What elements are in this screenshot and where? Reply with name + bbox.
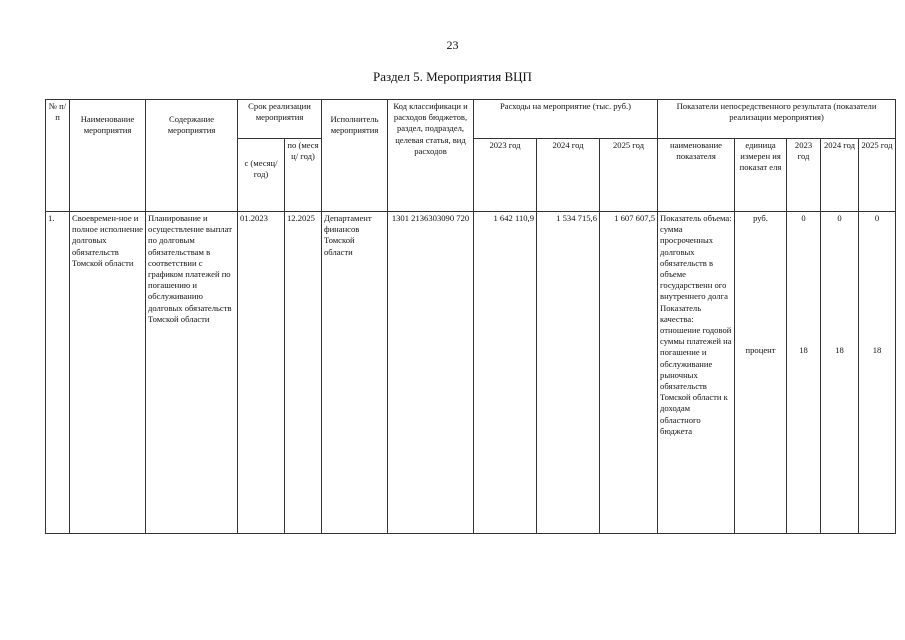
indicator-name-1: Показатель объема: сумма просроченных долговых обязательств в объеме государственн ого внутреннего долга — [660, 213, 732, 302]
header-content: Содержание мероприятия — [146, 100, 238, 212]
header-term-to: по (меся ц/ год) — [285, 139, 322, 212]
measures-table — [45, 99, 896, 534]
header-exp-2023: 2023 год — [474, 139, 537, 212]
indicator-2-2023: 18 — [799, 345, 808, 356]
indicator-1-2025: 0 — [874, 213, 880, 223]
indicator-name-2: Показатель качества: отношение годовой суммы платежей на погашение и обслуживание рыночных обязательств Томской области к доходам областного бюджета — [660, 302, 732, 436]
indicator-unit-2: процент — [745, 345, 776, 356]
row-indicator-2025 — [859, 212, 896, 534]
row-indicator-2024 — [821, 212, 859, 534]
header-term-group: Срок реализации мероприятия — [238, 100, 322, 139]
header-ind-2025: 2025 год — [859, 139, 896, 212]
indicator-1-2024: 0 — [837, 213, 842, 223]
header-term-from: с (месяц/ год) — [238, 139, 285, 212]
row-indicator-names — [658, 212, 735, 534]
header-indicators-group: Показатели непосредственного результата (показатели реализации мероприятия) — [658, 100, 896, 139]
row-exp-2023: 1 642 110,9 — [474, 212, 537, 534]
header-ind-2023: 2023 год — [787, 139, 821, 212]
header-ind-unit: единица измерен ия показат еля — [735, 139, 787, 212]
row-term-to: 12.2025 — [285, 212, 322, 534]
indicator-1-2023: 0 — [801, 213, 806, 223]
row-term-from: 01.2023 — [238, 212, 285, 534]
row-num: 1. — [46, 212, 70, 534]
indicator-2-2025: 18 — [872, 345, 882, 356]
table-row — [46, 212, 896, 534]
row-exp-2025: 1 607 607,5 — [600, 212, 658, 534]
row-indicator-2023 — [787, 212, 821, 534]
row-exp-2024: 1 534 715,6 — [537, 212, 600, 534]
header-name: Наименование мероприятия — [70, 100, 146, 212]
header-exp-2024: 2024 год — [537, 139, 600, 212]
row-executor: Департамент финансов Томской области — [322, 212, 388, 534]
header-code: Код классификаци и расходов бюджетов, раздел, подраздел, целевая статья, вид расходов — [388, 100, 474, 212]
header-executor: Исполнитель мероприятия — [322, 100, 388, 212]
row-indicator-units — [735, 212, 787, 534]
row-name: Своевремен-ное и полное исполнение долговых обязательств Томской области — [70, 212, 146, 534]
page-number: 23 — [446, 38, 459, 52]
header-exp-2025: 2025 год — [600, 139, 658, 212]
header-num: № п/п — [46, 100, 70, 212]
header-ind-name: наименование показателя — [658, 139, 735, 212]
indicator-2-2024: 18 — [835, 345, 844, 356]
header-ind-2024: 2024 год — [821, 139, 859, 212]
section-title: Раздел 5. Мероприятия ВЦП — [373, 69, 532, 84]
indicator-unit-1: руб. — [753, 213, 768, 223]
row-content: Планирование и осуществление выплат по долговым обязательствам в соответствии с графиком платежей по погашению и обслуживанию долговых обязательств Томской области — [146, 212, 238, 534]
row-code: 1301 2136303090 720 — [388, 212, 474, 534]
header-expenses-group: Расходы на мероприятие (тыс. руб.) — [474, 100, 658, 139]
